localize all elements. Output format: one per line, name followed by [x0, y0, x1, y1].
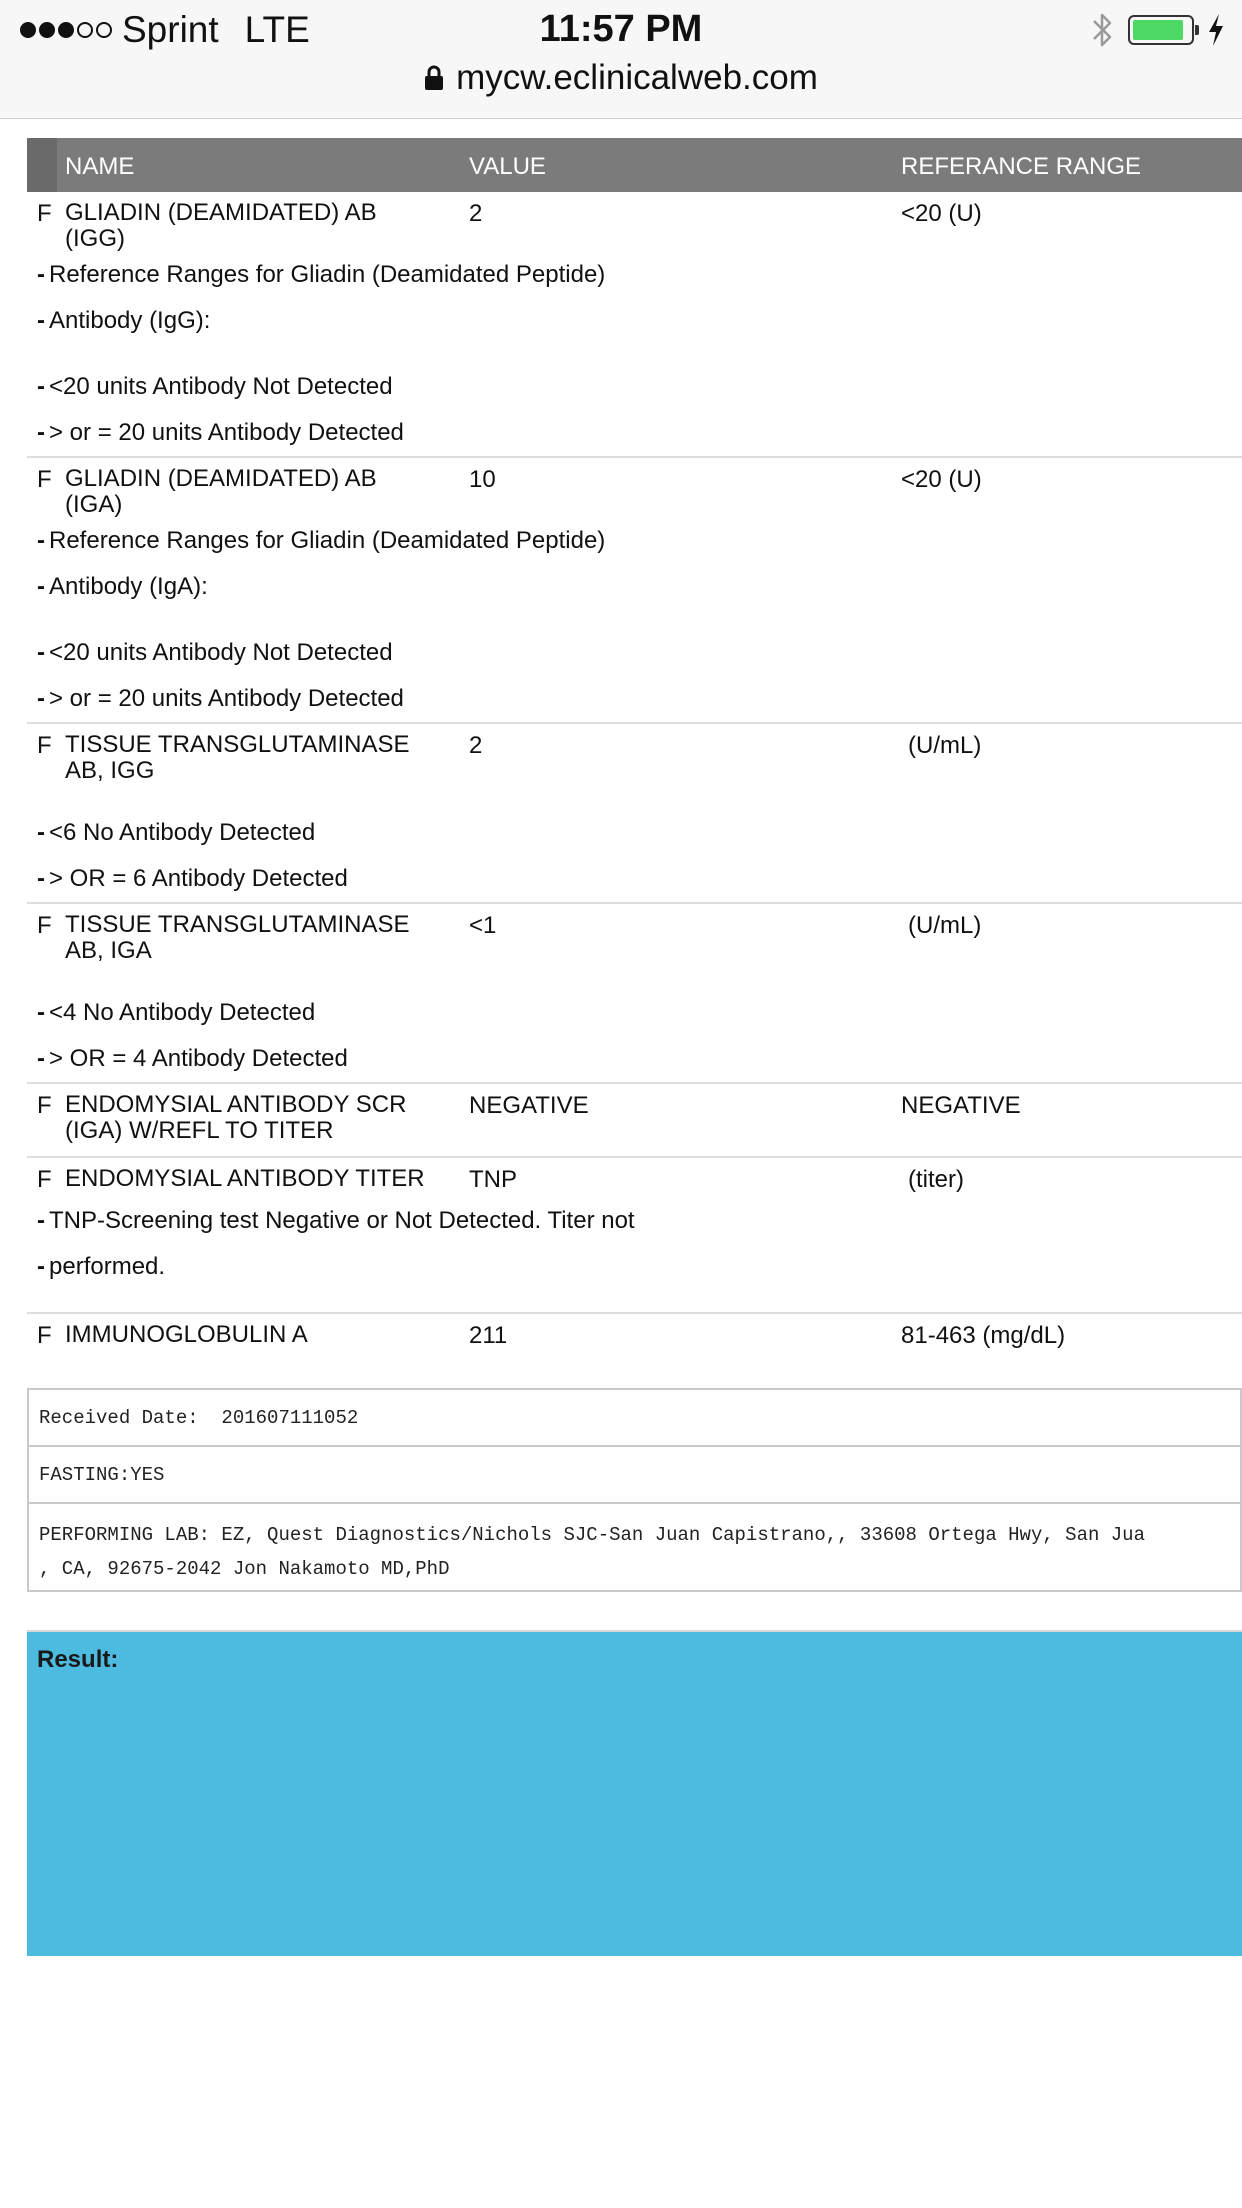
result-flag: F	[37, 912, 52, 939]
note-line: TNP-Screening test Negative or Not Detected. Titer not	[49, 1207, 635, 1234]
result-flag: F	[37, 1322, 52, 1349]
performing-lab: PERFORMING LAB: EZ, Quest Diagnostics/Nichols SJC-San Juan Capistrano,, 33608 Ortega Hwy, San Jua , CA, 92675-2042 Jon Nakamoto MD,PhD	[27, 1502, 1242, 1592]
test-value: 2	[469, 732, 483, 759]
result-flag: F	[37, 466, 52, 493]
note-line: > or = 20 units Antibody Detected	[49, 685, 404, 712]
table-row	[27, 1084, 1242, 1158]
test-value: TNP	[469, 1166, 517, 1193]
test-value: 211	[469, 1322, 508, 1349]
reference-range: (titer)	[908, 1166, 964, 1193]
test-name: GLIADIN (DEAMIDATED) AB (IGA)	[65, 465, 377, 518]
status-bar	[0, 0, 1242, 119]
charging-bolt-icon	[1206, 12, 1226, 48]
result-notes: - Reference Ranges for Gliadin (Deamidated Peptide) - Antibody (IgA): - <20 units Antibody Not Detected - > or = 20 units Antibody Detected	[37, 527, 606, 712]
test-name: GLIADIN (DEAMIDATED) AB (IGG)	[65, 199, 377, 252]
system-icons	[1090, 8, 1226, 52]
note-line: <6 No Antibody Detected	[49, 819, 316, 846]
result-notes: - <4 No Antibody Detected - > OR = 4 Antibody Detected	[37, 999, 348, 1072]
note-line: > or = 20 units Antibody Detected	[49, 419, 404, 446]
table-header	[27, 138, 1242, 192]
lab-results-table	[27, 138, 1242, 1356]
header-range: REFERANCE RANGE	[901, 153, 1142, 180]
test-name: ENDOMYSIAL ANTIBODY SCR (IGA) W/REFL TO TITER	[65, 1091, 407, 1144]
table-row	[27, 724, 1242, 904]
result-flag: F	[37, 200, 52, 227]
note-line: <4 No Antibody Detected	[49, 999, 316, 1026]
url-text: mycw.eclinicalweb.com	[456, 58, 818, 97]
bluetooth-icon	[1090, 10, 1116, 50]
carrier-name: Sprint	[122, 9, 219, 50]
test-name: TISSUE TRANSGLUTAMINASE AB, IGG	[65, 731, 410, 784]
note-line: Reference Ranges for Gliadin (Deamidated Peptide)	[49, 527, 606, 554]
reference-range: NEGATIVE	[901, 1092, 1021, 1119]
address-bar[interactable]	[0, 58, 1242, 98]
result-flag: F	[37, 1092, 52, 1119]
result-flag: F	[37, 732, 52, 759]
received-date: Received Date: 201607111052	[27, 1388, 1242, 1445]
note-line: Antibody (IgG):	[49, 307, 211, 334]
reference-range: <20 (U)	[901, 200, 982, 227]
reference-range: <20 (U)	[901, 466, 982, 493]
result-label: Result:	[37, 1646, 119, 1673]
reference-range: (U/mL)	[908, 912, 982, 939]
test-value: NEGATIVE	[469, 1092, 589, 1119]
test-name: TISSUE TRANSGLUTAMINASE AB, IGA	[65, 911, 410, 964]
result-notes: - TNP-Screening test Negative or Not Detected. Titer not - performed.	[37, 1207, 635, 1280]
result-flag: F	[37, 1166, 52, 1193]
report-metadata	[27, 1388, 1242, 1592]
test-value: 10	[469, 466, 496, 493]
table-row	[27, 904, 1242, 1084]
reference-range: 81-463 (mg/dL)	[901, 1322, 1066, 1349]
lock-icon	[424, 65, 444, 91]
battery-icon	[1128, 15, 1194, 45]
note-line: > OR = 4 Antibody Detected	[49, 1045, 348, 1072]
result-notes: - <6 No Antibody Detected - > OR = 6 Antibody Detected	[37, 819, 348, 892]
note-line: > OR = 6 Antibody Detected	[49, 865, 348, 892]
fasting-status: FASTING:YES	[27, 1445, 1242, 1502]
table-row	[27, 1158, 1242, 1314]
clock: 11:57 PM	[539, 8, 703, 50]
test-name: IMMUNOGLOBULIN A	[65, 1321, 308, 1348]
note-line: Antibody (IgA):	[49, 573, 208, 600]
table-row	[27, 458, 1242, 724]
table-row	[27, 192, 1242, 458]
note-line: <20 units Antibody Not Detected	[49, 373, 393, 400]
result-notes: - Reference Ranges for Gliadin (Deamidated Peptide) - Antibody (IgG): - <20 units Antibody Not Detected - > or = 20 units Antibody Detected	[37, 261, 606, 446]
test-value: <1	[469, 912, 497, 939]
test-name: ENDOMYSIAL ANTIBODY TITER	[65, 1165, 425, 1192]
reference-range: (U/mL)	[908, 732, 982, 759]
test-value: 2	[469, 200, 483, 227]
header-name: NAME	[65, 153, 135, 180]
result-panel	[27, 1630, 1242, 1956]
note-line: <20 units Antibody Not Detected	[49, 639, 393, 666]
note-line: performed.	[49, 1253, 166, 1280]
note-line: Reference Ranges for Gliadin (Deamidated Peptide)	[49, 261, 606, 288]
header-value: VALUE	[469, 153, 546, 180]
network-type: LTE	[244, 9, 310, 50]
table-row	[27, 1314, 1242, 1356]
